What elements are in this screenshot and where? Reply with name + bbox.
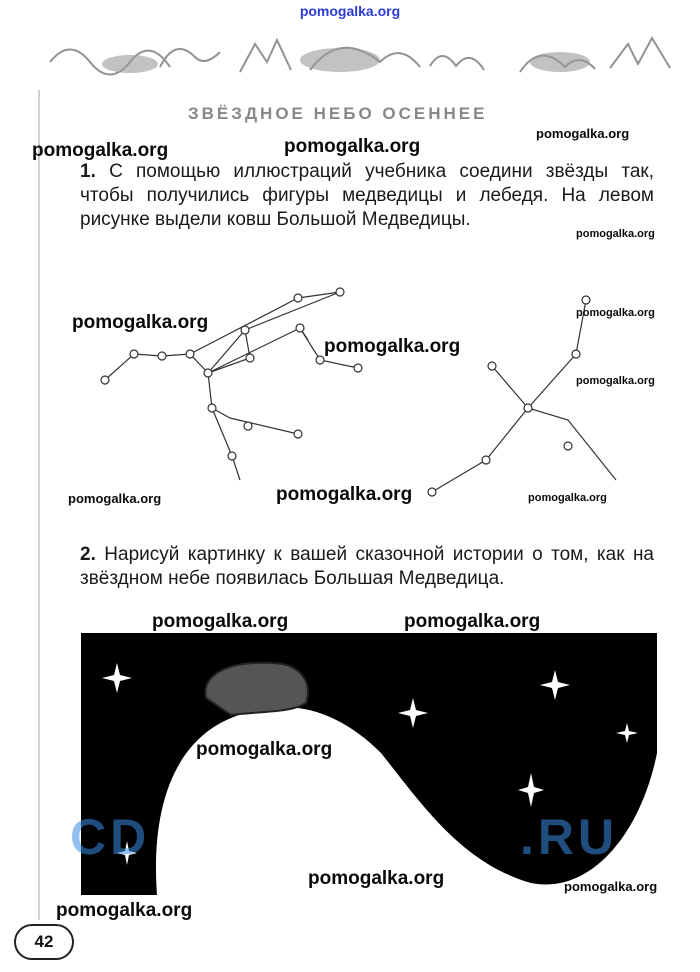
watermark: pomogalka.org xyxy=(404,611,541,632)
watermark: pomogalka.org xyxy=(536,126,630,141)
star xyxy=(582,296,590,304)
star xyxy=(294,294,302,302)
section-title: ЗВЁЗДНОЕ НЕБО ОСЕННЕЕ xyxy=(188,104,488,123)
watermark: pomogalka.org xyxy=(576,307,655,319)
star xyxy=(186,350,194,358)
watermark: pomogalka.org xyxy=(528,492,607,504)
star xyxy=(336,288,344,296)
watermark: pomogalka.org xyxy=(196,739,333,760)
task-1-text: С помощью иллюстраций учебника соедини звёзды так, чтобы получились фигуры медведицы и лебедя. На левом рисунке выдели ковш Большой Медведицы. xyxy=(80,161,654,230)
bear-head-shape xyxy=(205,663,307,715)
star xyxy=(564,442,572,450)
star xyxy=(294,430,302,438)
watermark: pomogalka.org xyxy=(308,868,445,889)
hill-shape xyxy=(156,707,657,895)
watermark: pomogalka.org xyxy=(576,228,655,240)
blue-watermark-left: CD xyxy=(70,809,151,865)
star xyxy=(482,456,490,464)
watermark: pomogalka.org xyxy=(72,312,209,333)
star xyxy=(572,350,580,358)
watermark: pomogalka.org xyxy=(564,879,658,894)
star xyxy=(241,326,249,334)
watermark: pomogalka.org xyxy=(152,611,289,632)
task-2-text: Нарисуй картинку к вашей сказочной истории о том, как на звёздном небе появилась Большая Медведица. xyxy=(80,544,654,589)
star xyxy=(228,452,236,460)
star xyxy=(130,350,138,358)
star xyxy=(208,404,216,412)
page-number: 42 xyxy=(14,924,74,960)
bear-line xyxy=(208,373,298,434)
star-icon xyxy=(518,773,544,807)
star xyxy=(316,356,324,364)
watermark: pomogalka.org xyxy=(32,140,169,161)
task-2 xyxy=(80,543,654,591)
watermark: pomogalka.org xyxy=(56,900,193,921)
star xyxy=(428,488,436,496)
decorative-banner xyxy=(40,22,700,84)
star xyxy=(246,354,254,362)
blue-watermark-right: .RU xyxy=(520,809,619,865)
constellations-drawing xyxy=(90,270,650,510)
star-icon xyxy=(102,663,132,693)
site-watermark-top: pomogalka.org xyxy=(299,3,401,19)
star-icon xyxy=(616,723,638,743)
task-1 xyxy=(80,160,654,232)
star xyxy=(488,362,496,370)
swan-line xyxy=(432,300,586,492)
star-icon xyxy=(398,698,428,728)
watermark: pomogalka.org xyxy=(276,484,413,505)
watermark: pomogalka.org xyxy=(284,136,421,157)
task-2-number: 2. xyxy=(80,544,96,565)
star xyxy=(296,324,304,332)
star xyxy=(244,422,252,430)
star xyxy=(354,364,362,372)
star xyxy=(101,376,109,384)
star-icon xyxy=(540,670,570,700)
watermark: pomogalka.org xyxy=(68,491,162,506)
watermark: pomogalka.org xyxy=(324,336,461,357)
page-margin-line xyxy=(38,90,40,920)
star xyxy=(204,369,212,377)
star xyxy=(524,404,532,412)
watermark: pomogalka.org xyxy=(576,375,655,387)
star xyxy=(158,352,166,360)
task-1-number: 1. xyxy=(80,161,96,182)
